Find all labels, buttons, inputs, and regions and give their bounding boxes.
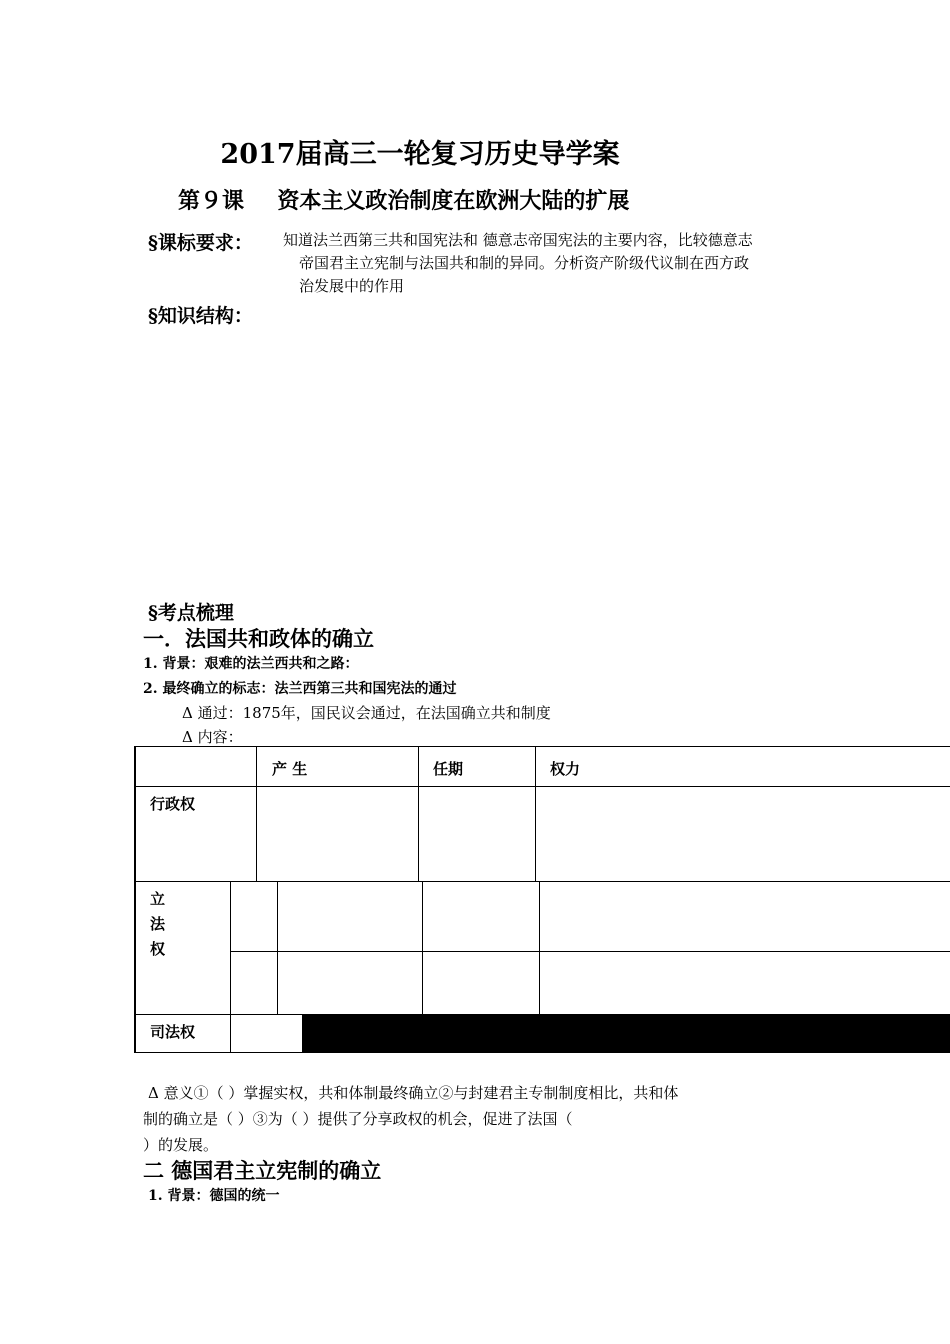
lesson-name: 资本主义政治制度在欧洲大陆的扩展 [277,188,630,214]
section-2-heading: 二 德国君主立宪制的确立 [143,1158,382,1183]
document-title: 2017届高三一轮复习历史导学案 [220,139,620,170]
table-header-power: 权力 [550,760,581,778]
section-1-heading: 一．法国共和政体的确立 [143,626,374,651]
table-header-origin: 产 生 [272,760,308,778]
knowledge-structure-label: §知识结构： [148,305,253,327]
table-row-judicial-label: 司法权 [150,1023,196,1041]
requirements-line-2: 帝国君主立宪制与法国共和制的异同。分析资产阶级代议制在西方政 [299,254,750,272]
section-1-item-2: 2. 最终确立的标志：法兰西第三共和国宪法的通过 [143,681,457,697]
table-row-legislative-char-3: 权 [150,940,166,958]
section-1-note-2: Δ 内容： [182,728,243,746]
review-label: §考点梳理 [148,602,234,624]
meaning-line-3: ）的发展。 [143,1136,219,1154]
meaning-line-2: 制的确立是（ ）③为（ ）提供了分享政权的机会，促进了法国（ [143,1110,573,1128]
table-row-executive-label: 行政权 [150,795,196,813]
table-header-term: 任期 [433,760,464,778]
section-1-item-1: 1. 背景：艰难的法兰西共和之路： [143,656,359,672]
lesson-number: 第９课 [178,188,245,214]
meaning-line-1: Δ 意义①（ ）掌握实权，共和体制最终确立②与封建君主专制制度相比，共和体 [148,1084,679,1102]
redacted-block [302,1014,950,1053]
requirements-line-3: 治发展中的作用 [299,277,405,295]
lesson-title [178,184,629,215]
section-2-item-1: 1. 背景：德国的统一 [148,1188,280,1204]
table-row-legislative-char-1: 立 [150,890,166,908]
section-1-note-1: Δ 通过：1875年，国民议会通过，在法国确立共和制度 [182,704,551,722]
requirements-label: §课标要求： [148,232,253,254]
table-row-legislative-char-2: 法 [150,915,166,933]
requirements-line-1: 知道法兰西第三共和国宪法和 德意志帝国宪法的主要内容，比较德意志 [283,231,753,249]
